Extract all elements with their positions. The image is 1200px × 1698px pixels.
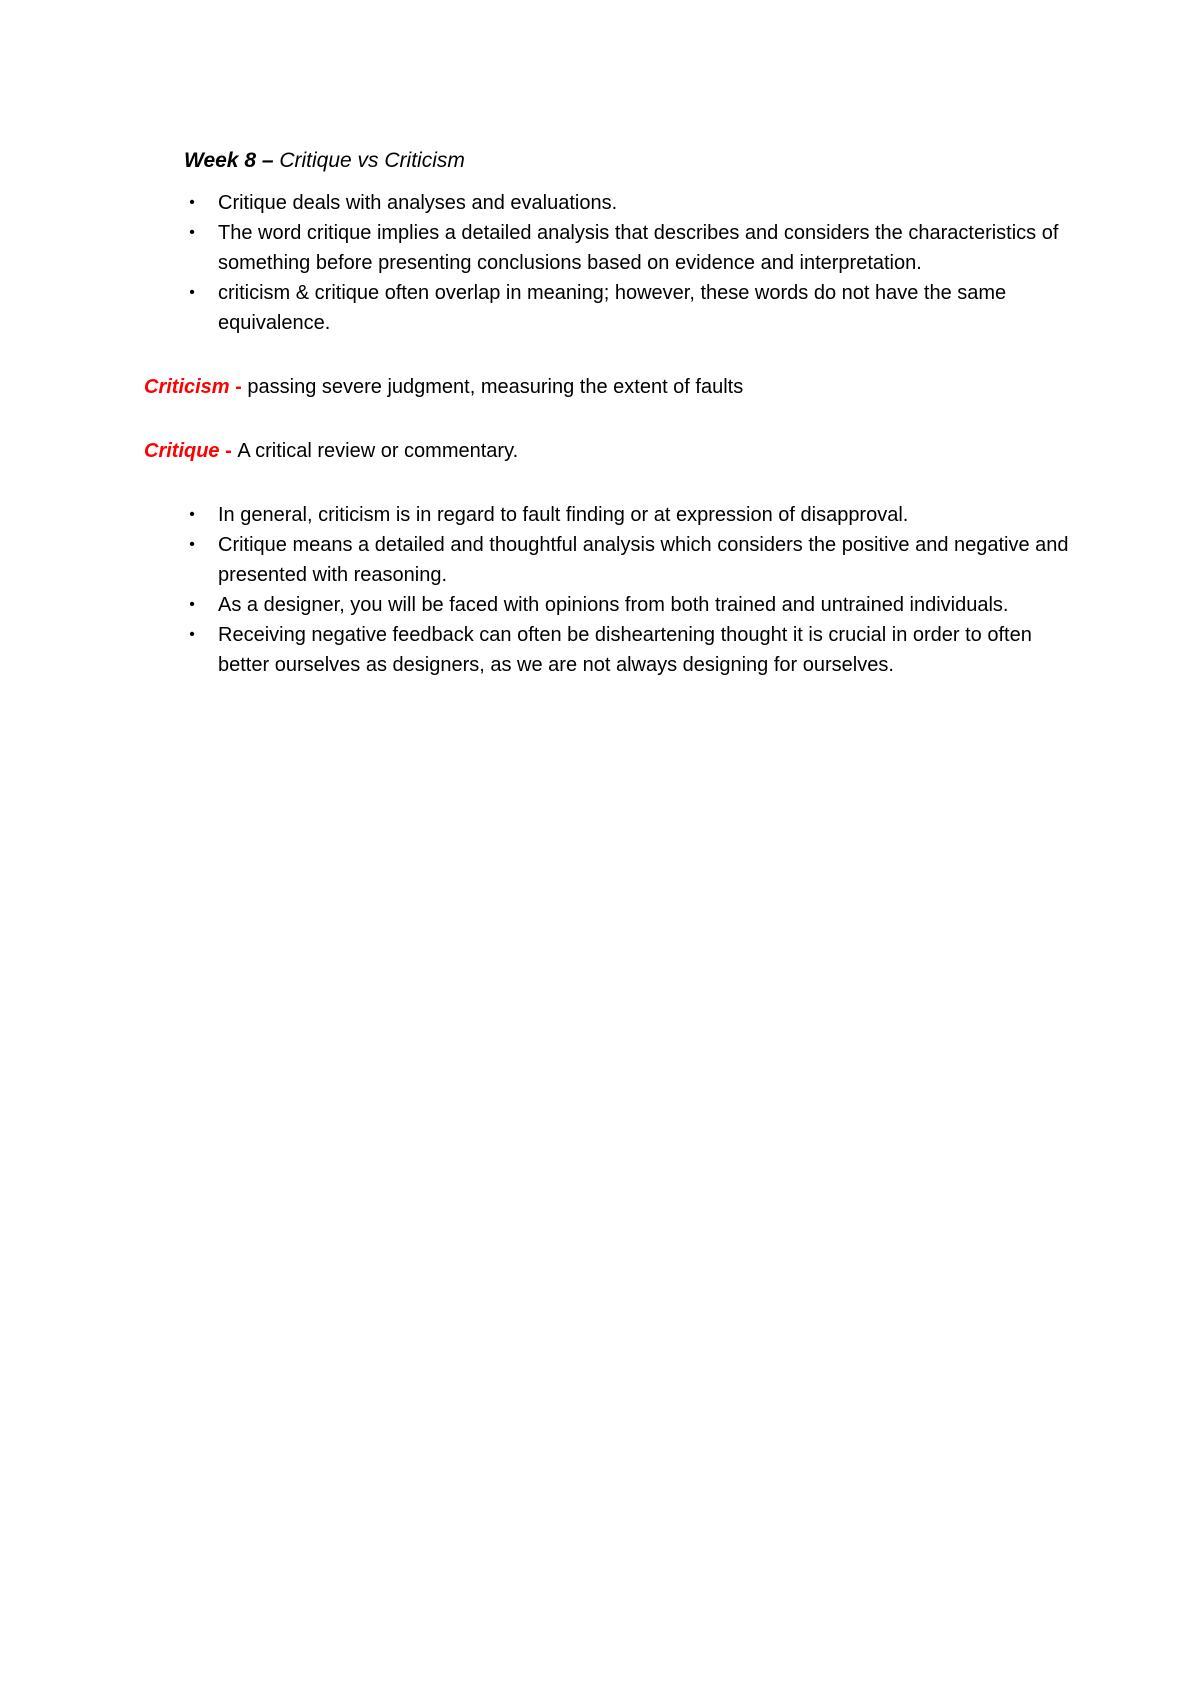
definition-criticism [144,372,1034,402]
bullet-icon: • [189,596,195,613]
list-item [184,620,1074,680]
list-item-text: Critique deals with analyses and evaluations. [218,192,618,214]
list-item-text: criticism & critique often overlap in meaning; however, these words do not have the same equivalence. [218,282,1007,334]
list-item [184,278,1074,338]
list-item [184,188,1074,218]
spacer [184,402,1074,436]
spacer [184,466,1074,500]
heading-week: Week 8 – [184,149,274,172]
definition-separator: - [229,376,248,398]
list-item-text: In general, criticism is in regard to fault finding or at expression of disapproval. [218,504,909,526]
bullet-icon: • [189,224,195,241]
list-item-text: The word critique implies a detailed analysis that describes and considers the characteristics of something before presenting conclusions based on evidence and interpretation. [218,222,1059,274]
bullet-icon: • [189,506,195,523]
definition-text: passing severe judgment, measuring the extent of faults [247,376,744,398]
bullet-list-details [184,500,1074,680]
definition-separator: - [219,440,238,462]
definition-term: Critique [144,440,220,462]
bullet-icon: • [189,284,195,301]
list-item [184,500,1074,530]
list-item [184,590,1074,620]
bullet-icon: • [189,536,195,553]
list-item [184,218,1074,278]
definition-term: Criticism [144,376,230,398]
definition-critique [144,436,1034,466]
bullet-icon: • [189,626,195,643]
list-item-text: Critique means a detailed and thoughtful analysis which considers the positive and negative and presented with reasoning. [218,534,1069,586]
list-item-text: As a designer, you will be faced with opinions from both trained and untrained individuals. [218,594,1009,616]
document-body [144,146,1074,680]
list-item-text: Receiving negative feedback can often be disheartening thought it is crucial in order to often better ourselves as designers, as we are not always designing for ourselves. [218,624,1032,676]
bullet-list-intro [184,188,1074,338]
heading-topic: Critique vs Criticism [279,149,465,172]
definition-text: A critical review or commentary. [237,440,519,462]
page-heading [184,146,1074,176]
bullet-icon: • [189,194,195,211]
list-item [184,530,1074,590]
spacer [184,338,1074,372]
